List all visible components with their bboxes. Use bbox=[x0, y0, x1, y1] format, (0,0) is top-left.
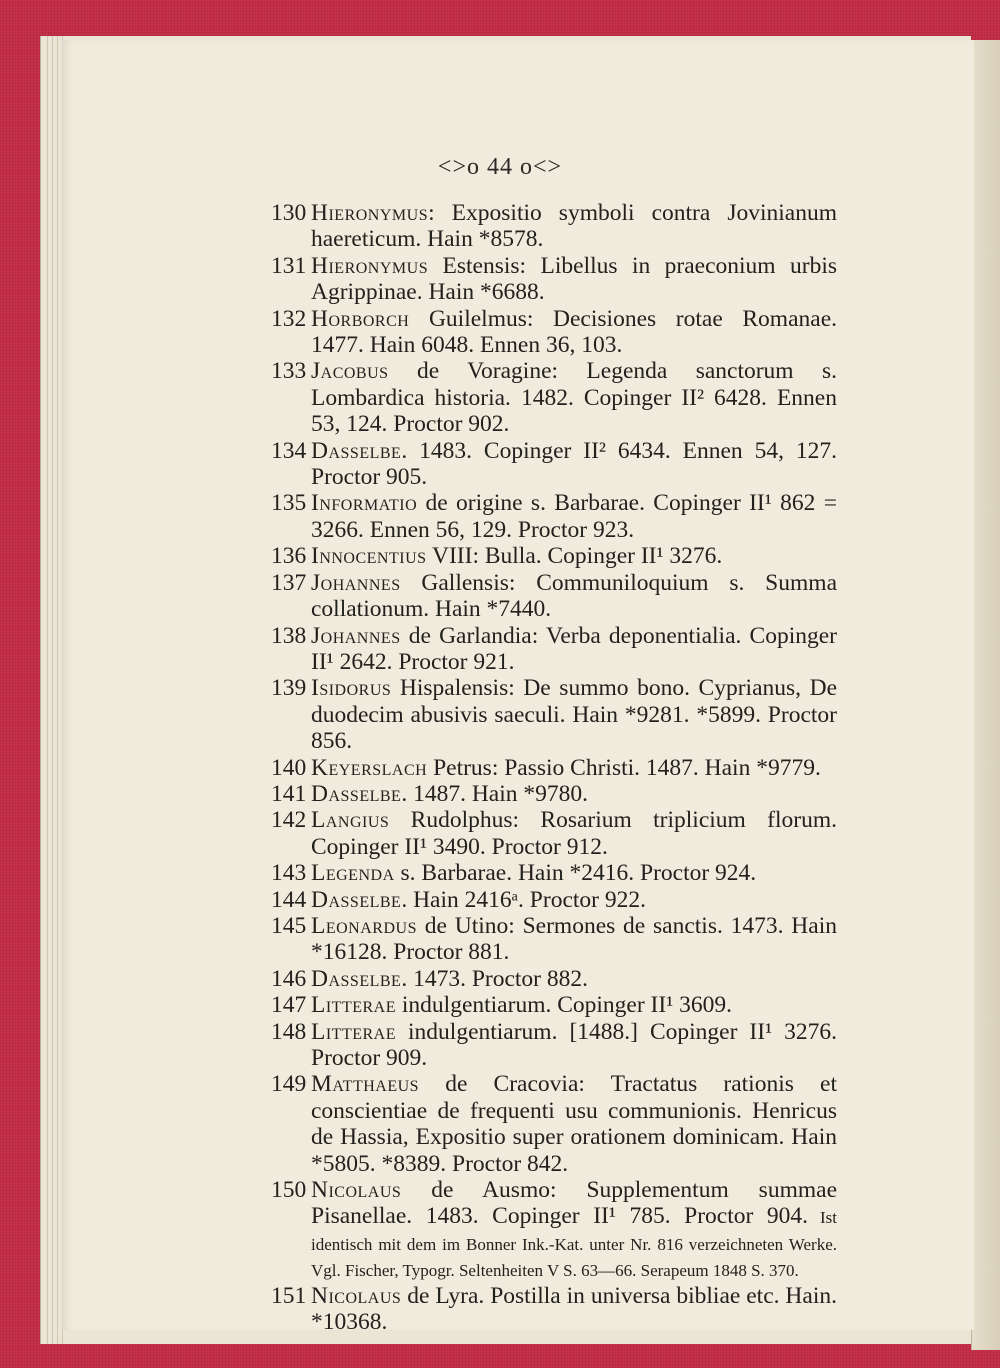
catalogue-entry bbox=[271, 1071, 837, 1177]
catalogue-entry bbox=[271, 860, 837, 886]
entry-number: 142 bbox=[271, 807, 307, 834]
entry-author: Dasselbe bbox=[311, 780, 402, 807]
entry-text: Hispalensis: De summo bono. Cyprianus, De duodecim abusivis saeculi. Hain *9281. *5899. Proctor 856. bbox=[311, 675, 837, 755]
catalogue-entry bbox=[271, 200, 837, 253]
entry-number: 143 bbox=[271, 860, 307, 887]
catalogue-entry-list bbox=[271, 200, 837, 1335]
entry-author: Matthaeus bbox=[311, 1071, 420, 1098]
entry-author: Dasselbe bbox=[311, 437, 402, 464]
entry-text: de origine s. Barbarae. Copinger II¹ 862 = 3266. Ennen 56, 129. Proctor 923. bbox=[311, 490, 837, 543]
catalogue-entry bbox=[271, 992, 837, 1018]
entry-number: 135 bbox=[271, 490, 307, 517]
catalogue-entry bbox=[271, 887, 837, 913]
entry-author: Nicolaus bbox=[311, 1177, 402, 1204]
catalogue-entry bbox=[271, 781, 837, 807]
entry-number: 148 bbox=[271, 1018, 307, 1045]
entry-text: . Hain 2416ᵃ. Proctor 922. bbox=[401, 886, 646, 913]
entry-author: Hieronymus bbox=[311, 200, 429, 226]
entry-number: 150 bbox=[271, 1177, 307, 1204]
catalogue-entry bbox=[271, 1177, 837, 1283]
catalogue-entry bbox=[271, 306, 837, 359]
entry-number: 136 bbox=[271, 543, 307, 570]
entry-text: de Garlandia: Verba deponentialia. Copinger II¹ 2642. Proctor 921. bbox=[311, 622, 837, 675]
entry-text: Petrus: Passio Christi. 1487. Hain *9779. bbox=[427, 754, 821, 781]
entry-number: 133 bbox=[271, 358, 307, 385]
catalogue-entry bbox=[271, 358, 837, 437]
entry-text: . 1473. Proctor 882. bbox=[401, 965, 589, 992]
entry-author: Leonardus bbox=[311, 912, 417, 939]
entry-text: . 1487. Hain *9780. bbox=[401, 780, 589, 807]
catalogue-entry bbox=[271, 570, 837, 623]
entry-number: 141 bbox=[271, 780, 307, 807]
catalogue-entry bbox=[271, 1283, 837, 1336]
catalogue-entry bbox=[271, 490, 837, 543]
entry-number: 132 bbox=[271, 305, 307, 332]
page-number: <>o 44 o<> bbox=[437, 154, 563, 180]
entry-text: s. Barbarae. Hain *2416. Proctor 924. bbox=[394, 860, 757, 887]
entry-author: Dasselbe bbox=[311, 965, 402, 992]
entry-text: de Lyra. Postilla in universa bibliae etc. Hain. *10368. bbox=[311, 1282, 837, 1336]
entry-author: Isidorus bbox=[311, 675, 392, 702]
entry-number: 149 bbox=[271, 1071, 307, 1098]
catalogue-entry bbox=[271, 1019, 837, 1072]
catalogue-entry bbox=[271, 253, 837, 306]
entry-number: 151 bbox=[271, 1282, 307, 1309]
catalogue-entry bbox=[271, 675, 837, 754]
catalogue-entry bbox=[271, 755, 837, 781]
entry-text: indulgentiarum. Copinger II¹ 3609. bbox=[396, 992, 733, 1019]
entry-author: Dasselbe bbox=[311, 886, 402, 913]
entry-text: de Voragine: Legenda sanctorum s. Lombardica historia. 1482. Copinger II² 6428. Ennen 53, 124. Proctor 902. bbox=[311, 358, 837, 438]
entry-number: 146 bbox=[271, 965, 307, 992]
entry-text: Gallensis: Communiloquium s. Summa collationum. Hain *7440. bbox=[311, 569, 837, 623]
catalogue-entry bbox=[271, 623, 837, 676]
entry-number: 130 bbox=[271, 200, 307, 226]
entry-number: 138 bbox=[271, 622, 307, 649]
entry-author: Nicolaus bbox=[311, 1282, 402, 1309]
entry-number: 140 bbox=[271, 754, 307, 781]
catalogue-entry bbox=[271, 966, 837, 992]
facing-page-edge bbox=[971, 40, 1000, 1350]
entry-number: 134 bbox=[271, 437, 307, 464]
entry-author: Innocentius bbox=[311, 543, 427, 570]
catalogue-entry bbox=[271, 438, 837, 491]
entry-text: de Ausmo: Supplementum summae Pisanellae. 1483. Copinger II¹ 785. Proctor 904. bbox=[311, 1177, 837, 1230]
entry-text: Rudolphus: Rosarium triplicium florum. Copinger II¹ 3490. Proctor 912. bbox=[311, 807, 837, 860]
entry-text: de Cracovia: Tractatus rationis et conscientiae de frequenti usu communionis. Henricus de Hassia, Expositio super orationem dominicam. Hain *5805. *8389. Proctor 842. bbox=[311, 1071, 837, 1177]
entry-number: 131 bbox=[271, 252, 307, 279]
entry-author: Johannes bbox=[311, 569, 401, 596]
entry-text: : Expositio symboli contra Jovinianum haereticum. Hain *8578. bbox=[311, 200, 837, 253]
entry-author: Langius bbox=[311, 807, 390, 834]
entry-text: VIII: Bulla. Copinger II¹ 3276. bbox=[426, 543, 723, 570]
catalogue-entry bbox=[271, 543, 837, 569]
catalogue-entry bbox=[271, 913, 837, 966]
entry-author: Litterae bbox=[311, 1018, 397, 1045]
entry-author: Informatio bbox=[311, 490, 418, 517]
entry-author: Horborch bbox=[311, 305, 410, 332]
entry-author: Hieronymus bbox=[311, 252, 429, 279]
entry-number: 139 bbox=[271, 675, 307, 702]
entry-footnote: Ist identisch mit dem im Bonner Ink.-Kat. unter Nr. 816 verzeichneten Werke. Vgl. Fischer, Typogr. Seltenheiten V S. 63—66. Serapeum 1848 S. 370. bbox=[311, 1208, 837, 1281]
entry-number: 137 bbox=[271, 569, 307, 596]
catalogue-entry bbox=[271, 807, 837, 860]
entry-author: Jacobus bbox=[311, 358, 389, 385]
entry-text: indulgentiarum. [1488.] Copinger II¹ 3276. Proctor 909. bbox=[311, 1018, 837, 1071]
entry-text: . 1483. Copinger II² 6434. Ennen 54, 127. Proctor 905. bbox=[311, 437, 837, 491]
entry-author: Legenda bbox=[311, 860, 395, 887]
entry-number: 145 bbox=[271, 912, 307, 939]
entry-author: Litterae bbox=[311, 992, 397, 1019]
entry-text: de Utino: Sermones de sanctis. 1473. Hain *16128. Proctor 881. bbox=[311, 912, 837, 966]
entry-author: Keyerslach bbox=[311, 754, 428, 781]
entry-author: Johannes bbox=[311, 622, 401, 649]
entry-text: Guilelmus: Decisiones rotae Romanae. 1477. Hain 6048. Ennen 36, 103. bbox=[311, 305, 837, 359]
entry-number: 144 bbox=[271, 886, 307, 913]
entry-text: Estensis: Libellus in praeconium urbis Agrippinae. Hain *6688. bbox=[311, 252, 837, 306]
entry-number: 147 bbox=[271, 992, 307, 1019]
